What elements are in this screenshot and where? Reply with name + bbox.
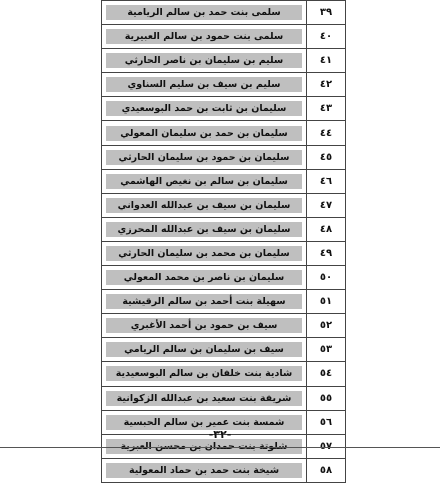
names-table-body [102,1,346,483]
name-cell [102,290,307,314]
row-number: ٤٣ [307,97,346,121]
row-number: ٥٠ [307,266,346,290]
row-number: ٤٢ [307,73,346,97]
name-text: سلمى بنت حمد بن سالم الريامية [106,5,302,20]
bottom-rule [0,447,440,448]
row-number: ٤٠ [307,25,346,49]
table-row [102,145,346,169]
name-cell [102,386,307,410]
name-text: شيخة بنت حمد بن حماد المعولية [106,463,302,478]
row-number: ٤٥ [307,145,346,169]
name-cell [102,73,307,97]
row-number: ٥٥ [307,386,346,410]
name-cell [102,241,307,265]
name-cell [102,49,307,73]
table-row [102,73,346,97]
name-cell [102,362,307,386]
row-number: ٤٤ [307,121,346,145]
name-text: سليمان بن سالم بن نغيص الهاشمي [106,174,302,189]
name-cell [102,169,307,193]
row-number: ٥٤ [307,362,346,386]
table-row [102,1,346,25]
name-text: سهيلة بنت أحمد بن سالم الرقيشية [106,294,302,309]
row-number: ٤٨ [307,217,346,241]
table-row [102,458,346,482]
table-row [102,290,346,314]
name-cell [102,25,307,49]
name-text: سلمى بنت حمود بن سالم العبيرية [106,29,302,44]
name-cell [102,97,307,121]
row-number: ٥٢ [307,314,346,338]
row-number: ٥٣ [307,338,346,362]
table-row [102,193,346,217]
name-text: سليمان بن حمود بن سليمان الحارثي [106,150,302,165]
name-text: سليمان بن سيف بن عبدالله العدواني [106,198,302,213]
name-cell [102,121,307,145]
name-cell [102,145,307,169]
row-number: ٣٩ [307,1,346,25]
row-number: ٤٩ [307,241,346,265]
row-number: ٤١ [307,49,346,73]
name-text: سليمان بن ثابت بن حمد البوسعيدي [106,101,302,116]
name-text: سليمان بن محمد بن سليمان الحارثي [106,246,302,261]
name-cell [102,266,307,290]
name-text: سيف بن حمود بن أحمد الأغبري [106,318,302,333]
name-text: سليم بن سيف بن سليم السناوي [106,77,302,92]
row-number: ٥١ [307,290,346,314]
row-number: ٤٧ [307,193,346,217]
table-row [102,362,346,386]
name-text: سيف بن سليمان بن سالم الريامي [106,342,302,357]
table-row [102,314,346,338]
name-text: سليمان بن سيف بن عبدالله المحرزي [106,222,302,237]
name-text: شمسة بنت عمير بن سالم الحبسية [106,415,302,430]
table-row [102,97,346,121]
table-row [102,266,346,290]
name-text: سليمان بن ناصر بن محمد المعولي [106,270,302,285]
names-table [101,0,346,483]
page-number: -٣٢- [208,428,232,441]
table-row [102,386,346,410]
table-row [102,169,346,193]
table-row [102,25,346,49]
name-cell [102,193,307,217]
name-cell [102,217,307,241]
row-number: ٥٨ [307,458,346,482]
row-number: ٥٦ [307,410,346,434]
name-cell [102,1,307,25]
name-text: شريفة بنت سعيد بن عبدالله الزكوانية [106,391,302,406]
name-cell [102,458,307,482]
name-text: سليمان بن حمد بن سليمان المعولي [106,126,302,141]
table-row [102,241,346,265]
row-number: ٤٦ [307,169,346,193]
name-text: سليم بن سليمان بن ناصر الحارثي [106,53,302,68]
name-text: شادية بنت خلفان بن سالم البوسعيدية [106,366,302,381]
name-cell [102,314,307,338]
name-cell [102,338,307,362]
table-row [102,338,346,362]
table-row [102,121,346,145]
table-row [102,49,346,73]
table-row [102,217,346,241]
